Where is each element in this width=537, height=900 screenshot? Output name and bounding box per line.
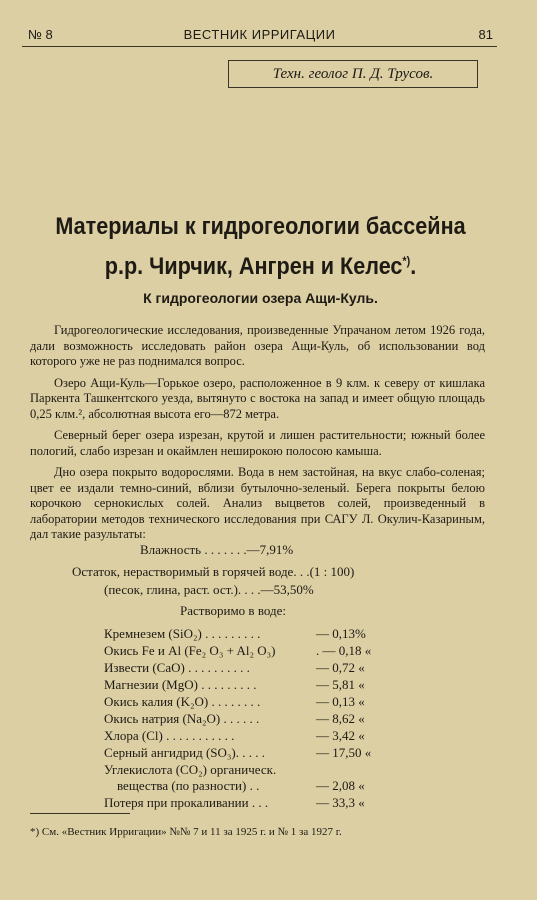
page-number: 81 — [478, 27, 493, 42]
row-value: . — 0,18 « — [316, 643, 372, 658]
issue-number: № 8 — [28, 27, 53, 42]
analysis-row — [104, 677, 484, 694]
residue-line-2: (песок, глина, раст. ост.). . . .—53,50% — [104, 582, 314, 597]
row-label: Кремнезем (SiO₂) . . . . . . . . . — [104, 626, 261, 641]
row-label: Окись натрия (Na₂O) . . . . . . — [104, 711, 260, 726]
page-header — [22, 24, 497, 47]
journal-title: ВЕСТНИК ИРРИГАЦИИ — [183, 27, 336, 42]
analysis-row — [104, 711, 484, 728]
residue-line-1: Остаток, нерастворимый в горячей воде. . .(1 : 100) — [72, 564, 355, 579]
analysis-row — [104, 626, 484, 643]
analysis-row — [104, 660, 484, 677]
analysis-row — [104, 778, 484, 795]
soluble-heading: Растворимо в воде: — [180, 603, 286, 618]
paragraph: Гидрогеологические исследования, произведенные Упрачаном летом 1926 года, дали возможность исследовать район озера Ащи-Куль, об использовании вод которого уже не раз поднимался вопрос. — [30, 323, 485, 368]
row-value: — 5,81 « — [316, 677, 365, 692]
analysis-row — [104, 795, 484, 812]
row-value: — 0,72 « — [316, 660, 365, 675]
row-value: — 2,08 « — [316, 778, 365, 793]
title-line-2-text: р.р. Чирчик, Ангрен и Келес — [104, 253, 403, 280]
article-subtitle: К гидрогеологии озера Ащи-Куль. — [143, 290, 378, 306]
row-label: Потеря при прокаливании . . . — [104, 795, 269, 810]
row-value: — 0,13% — [316, 626, 366, 641]
row-label: Хлора (Cl) . . . . . . . . . . . — [104, 728, 235, 743]
article-body — [30, 323, 485, 549]
paragraph: Озеро Ащи-Куль—Горькое озеро, расположенное в 9 клм. к северу от кишлака Паркента Ташкентского уезда, вытянуто с востока на запад и имеет общую площадь 0,25 клм.², абсолютная высота его—872 метра. — [30, 375, 485, 421]
row-label: Серный ангидрид (SO₃). . . . . — [104, 745, 266, 760]
humidity-line: Влажность . . . . . . .—7,91% — [140, 542, 294, 557]
author-box: Техн. геолог П. Д. Трусов. — [228, 60, 478, 88]
row-label: Углекислота (CO₂) органическ. — [104, 762, 277, 777]
title-line-1: Материалы к гидрогеологии бассейна — [55, 213, 466, 240]
title-line-2: р.р. Чирчик, Ангрен и Келес*). — [104, 253, 417, 280]
analysis-row — [104, 643, 484, 660]
row-value: — 17,50 « — [316, 745, 372, 760]
article-title — [48, 210, 474, 284]
analysis-row — [104, 762, 484, 779]
title-footnote-mark: *) — [402, 254, 411, 268]
row-value: — 3,42 « — [316, 728, 365, 743]
paragraph: Дно озера покрыто водорослями. Вода в нем застойная, на вкус слабо-соленая; цвет ее издали темно-синий, вблизи бутылочно-зеленый. Берега покрыты белою корочкою сернокислых солей. Анализ выцветов солей, произведенный в лаборатории методов технического исследования при САГУ Л. Окулич-Казариным, дал такие разультаты: — [30, 465, 485, 541]
row-value: — 0,13 « — [316, 694, 365, 709]
row-label: Магнезии (MgO) . . . . . . . . . — [104, 677, 257, 692]
row-label: Окись калия (K₂O) . . . . . . . . — [104, 694, 261, 709]
footnote-divider — [30, 813, 130, 814]
paragraph: Северный берег озера изрезан, крутой и лишен растительности; южный более пологий, слабо изрезан и окаймлен неширокою полосою камыша. — [30, 428, 485, 458]
row-label: Окись Fe и Al (Fe₂ O₃ + Al₂ O₃) — [104, 643, 276, 658]
row-value: — 33,3 « — [316, 795, 365, 810]
row-value: — 8,62 « — [316, 711, 365, 726]
footnote: *) См. «Вестник Ирригации» №№ 7 и 11 за 1925 г. и № 1 за 1927 г. — [30, 826, 342, 838]
row-label: вещества (по разности) . . — [104, 778, 260, 793]
row-label: Извести (CaO) . . . . . . . . . . — [104, 660, 250, 675]
analysis-row — [104, 694, 484, 711]
analysis-row — [104, 745, 484, 762]
analysis-row — [104, 728, 484, 745]
